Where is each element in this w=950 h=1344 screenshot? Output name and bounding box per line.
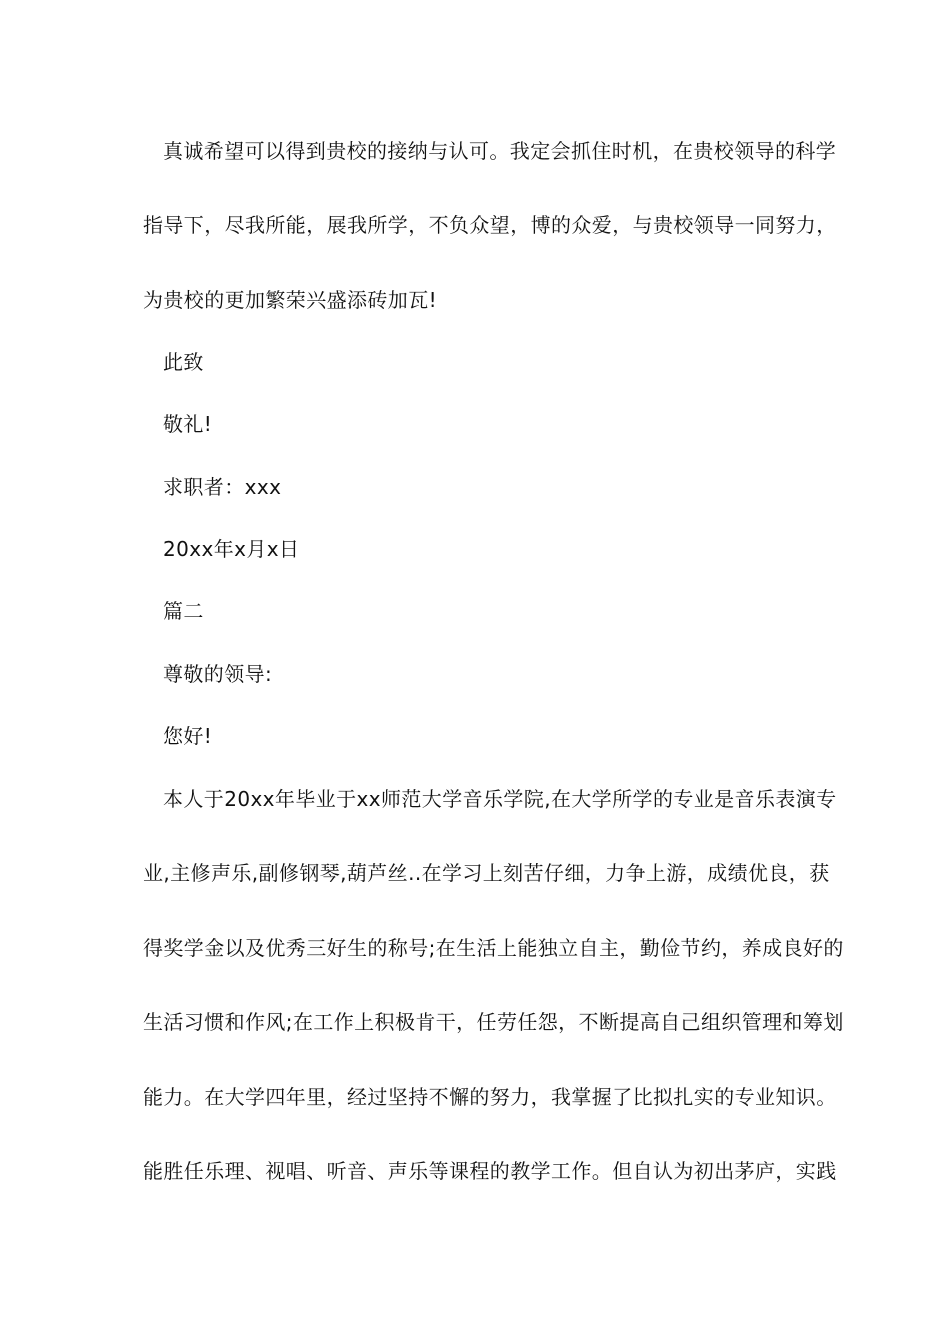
paragraph-line: 能力。在大学四年里，经过坚持不懈的努力，我掌握了比拟扎实的专业知识。 (143, 1085, 837, 1109)
applicant-signature: 求职者：xxx (163, 475, 282, 499)
paragraph-line: 本人于20xx年毕业于xx师范大学音乐学院,在大学所学的专业是音乐表演专 (163, 787, 837, 811)
paragraph-line: 生活习惯和作风;在工作上积极肯干，任劳任怨，不断提高自己组织管理和筹划 (143, 1010, 844, 1034)
letter-closing: 此致 (163, 350, 204, 374)
paragraph-line: 真诚希望可以得到贵校的接纳与认可。我定会抓住时机，在贵校领导的科学 (163, 139, 837, 163)
letter-date: 20xx年x月x日 (163, 537, 300, 561)
paragraph-line: 为贵校的更加繁荣兴盛添砖加瓦! (143, 288, 438, 312)
section-heading: 篇二 (163, 599, 204, 623)
paragraph-line: 业,主修声乐,副修钢琴,葫芦丝..在学习上刻苦仔细，力争上游，成绩优良，获 (143, 861, 830, 885)
paragraph-line: 指导下，尽我所能，展我所学，不负众望，博的众爱，与贵校领导一同努力， (143, 213, 837, 237)
letter-greeting: 尊敬的领导: (163, 662, 273, 686)
paragraph-line: 能胜任乐理、视唱、听音、声乐等课程的教学工作。但自认为初出茅庐，实践 (143, 1159, 837, 1183)
paragraph-line: 得奖学金以及优秀三好生的称号;在生活上能独立自主，勤俭节约，养成良好的 (143, 936, 844, 960)
letter-hello: 您好! (163, 724, 213, 748)
letter-salute: 敬礼! (163, 412, 213, 436)
